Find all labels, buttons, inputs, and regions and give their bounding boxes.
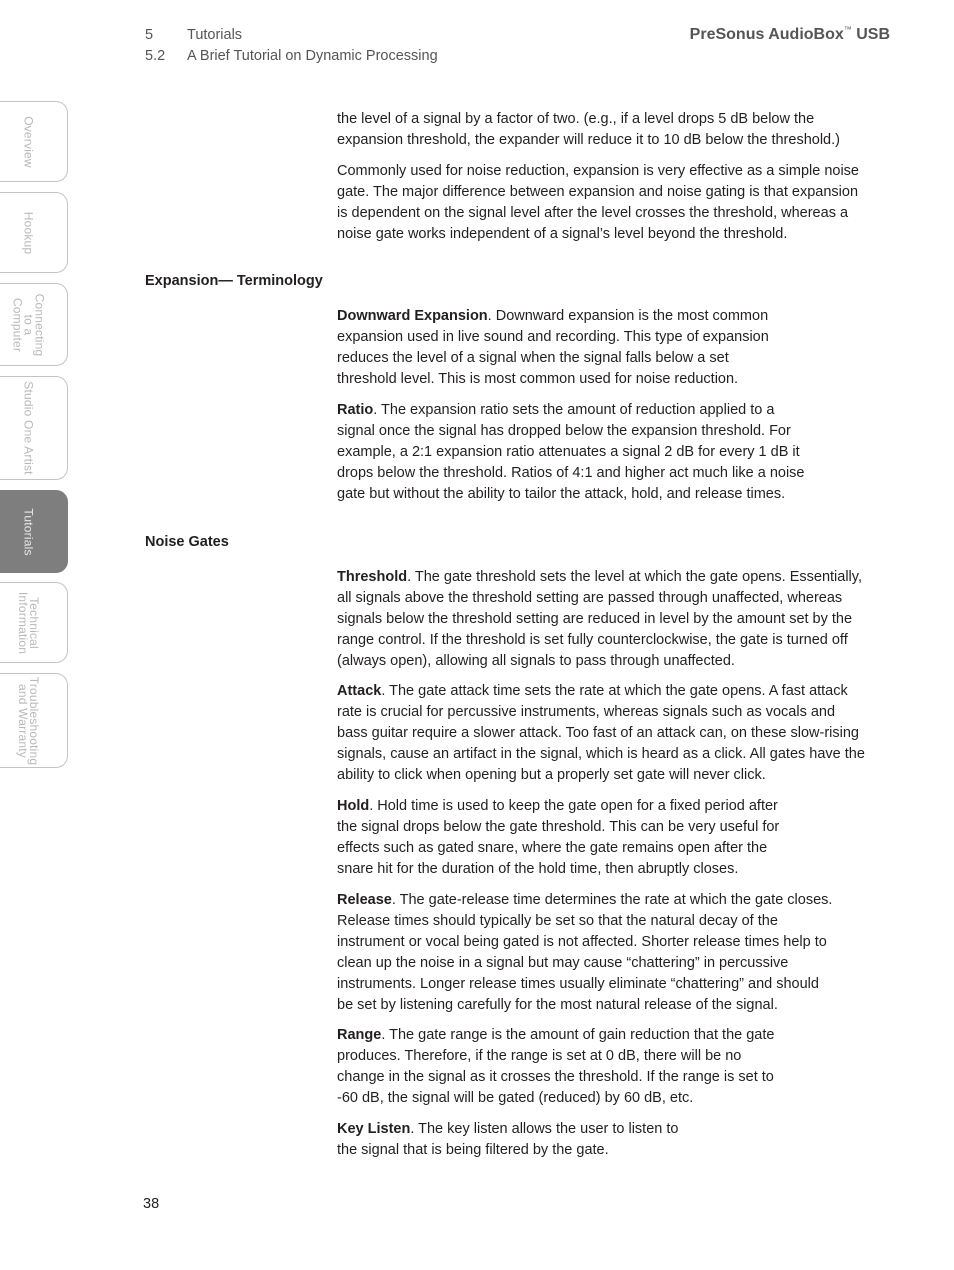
expansion-terminology-heading: Expansion— Terminology [145, 273, 323, 289]
tab-connecting-label: Connecting to a Computer [10, 293, 47, 356]
tab-technical-information[interactable] [0, 582, 68, 663]
downward-expansion-text: . Downward expansion is the most common expansion used in live sound and recording. This type of expansion reduces the level of a signal when the signal falls below a set threshold level. This is most common used for noise reduction. [337, 308, 769, 387]
page-number: 38 [143, 1196, 160, 1212]
tab-studio-one-label: Studio One Artist [21, 381, 36, 475]
release-text: . The gate-release time determines the rate at which the gate closes. Release times should typically be set so that the natural decay of the instrument or vocal being gated is not affected. Shorter release times help to clean up the noise in a signal but may cause “chattering” in percussive instruments. Longer release times usually eliminate “chattering” and should be set by listening carefully for the most natural release of the signal. [337, 892, 833, 1013]
tab-tutorials[interactable] [0, 490, 68, 573]
threshold-text: . The gate threshold sets the level at which the gate opens. Essentially, all signals above the threshold setting are passed through unaffected, whereas signals below the threshold setting are reduced in level by the amount set by the range control. If the threshold is set fully counterclockwise, the gate is turned off (always open), allowing all signals to pass through unaffected. [337, 569, 862, 669]
tab-hookup-label: Hookup [21, 211, 36, 254]
ratio-paragraph [337, 400, 815, 505]
release-term: Release [337, 892, 392, 908]
tab-overview[interactable] [0, 101, 68, 182]
tab-tutorials-label: Tutorials [21, 507, 36, 556]
downward-expansion-term: Downward Expansion [337, 308, 488, 324]
tab-connecting-to-a-computer[interactable] [0, 283, 68, 366]
downward-expansion-paragraph [337, 306, 782, 390]
key-listen-text: . The key listen allows the user to listen to the signal that is being filtered by the gate. [337, 1121, 679, 1158]
range-term: Range [337, 1027, 382, 1043]
threshold-term: Threshold [337, 569, 408, 585]
tab-studio-one-artist[interactable] [0, 376, 68, 480]
brand-trademark: ™ [843, 25, 852, 34]
chapter-number: 5 [145, 27, 154, 43]
brand-title [690, 25, 890, 44]
attack-term: Attack [337, 683, 382, 699]
release-paragraph [337, 890, 834, 1016]
key-listen-paragraph [337, 1119, 682, 1161]
section-number: 5.2 [145, 48, 166, 64]
tab-hookup[interactable] [0, 192, 68, 273]
brand-main: PreSonus AudioBox [689, 26, 844, 43]
tab-troubleshooting-label: Troubleshooting and Warranty [16, 676, 41, 765]
ratio-text: . The expansion ratio sets the amount of reduction applied to a signal once the signal has dropped below the expansion threshold. For example, a 2:1 expansion ratio attenuates a signal 2 dB for every 1 dB it drops below the threshold. Ratios of 4:1 and higher act much like a noise gate but without the ability to tailor the attack, hold, and release times. [337, 402, 805, 502]
brand-suffix: USB [851, 26, 890, 43]
attack-paragraph [337, 681, 865, 786]
section-title: A Brief Tutorial on Dynamic Processing [187, 48, 438, 64]
intro-paragraph-1: the level of a signal by a factor of two. (e.g., if a level drops 5 dB below the expansion threshold, the expander will reduce it to 10 dB below the threshold.) [337, 111, 840, 148]
chapter-title: Tutorials [187, 27, 243, 43]
ratio-term: Ratio [337, 402, 374, 418]
key-listen-term: Key Listen [337, 1121, 411, 1137]
intro-paragraph-2: Commonly used for noise reduction, expansion is very effective as a simple noise gate. The major difference between expansion and noise gating is that expansion is dependent on the signal level after the level crosses the threshold, whereas a noise gate works independent of a signal’s level beyond the threshold. [337, 163, 859, 242]
tab-technical-label: Technical Information [16, 591, 41, 654]
attack-text: . The gate attack time sets the rate at which the gate opens. A fast attack rate is crucial for percussive instruments, whereas signals such as vocals and bass guitar require a slower attack. Too fast of an attack can, on these slow-rising signals, cause an artifact in the signal, which is heard as a click. All gates have the ability to click when opening but a properly set gate will never click. [337, 683, 865, 783]
noise-gates-heading: Noise Gates [145, 534, 229, 550]
hold-paragraph [337, 796, 792, 880]
threshold-paragraph [337, 567, 867, 672]
range-paragraph [337, 1025, 777, 1109]
tab-troubleshooting-and-warranty[interactable] [0, 673, 68, 768]
hold-text: . Hold time is used to keep the gate open for a fixed period after the signal drops below the gate threshold. This can be very useful for effects such as gated snare, where the gate remains open after the snare hit for the duration of the hold time, then abruptly closes. [337, 798, 780, 877]
hold-term: Hold [337, 798, 370, 814]
tab-overview-label: Overview [21, 115, 36, 168]
range-text: . The gate range is the amount of gain reduction that the gate produces. Therefore, if the range is set at 0 dB, there will be no change in the signal as it crosses the threshold. If the range is set to -60 dB, the signal will be gated (reduced) by 60 dB, etc. [337, 1027, 775, 1106]
